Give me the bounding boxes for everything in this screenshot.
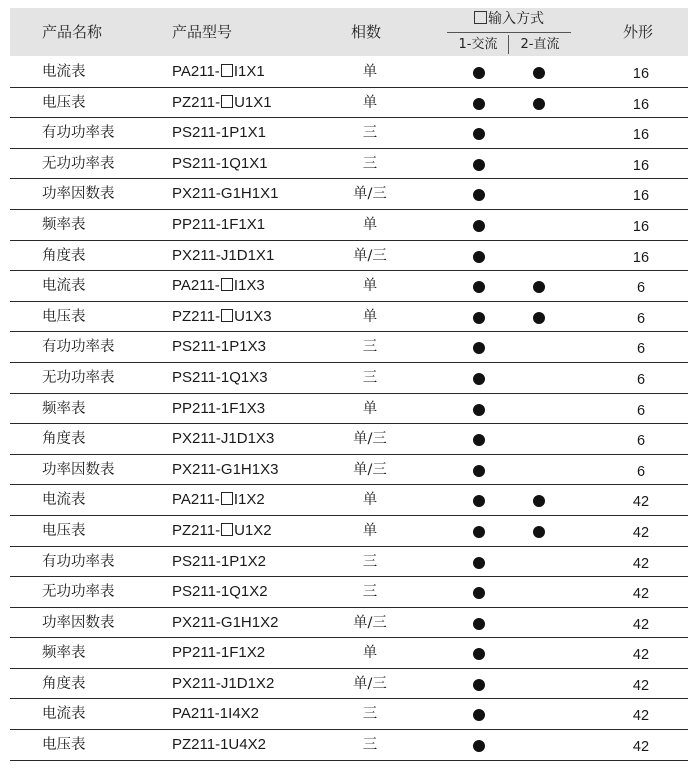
product-name-cell: 功率因数表 — [42, 461, 115, 478]
table-row — [10, 149, 688, 180]
model-prefix: PS211-1Q1X2 — [172, 583, 268, 601]
phase-cell: 单/三 — [353, 675, 387, 692]
phase-cell: 三 — [362, 553, 378, 570]
product-model-cell — [172, 522, 272, 540]
model-prefix: PS211-1P1X1 — [172, 124, 266, 142]
shape-cell: 42 — [632, 616, 650, 633]
filled-dot-icon — [533, 98, 545, 110]
filled-dot-icon — [473, 679, 485, 691]
product-model-cell — [172, 705, 259, 723]
model-prefix: PA211- — [172, 63, 220, 80]
shape-cell: 6 — [636, 371, 646, 388]
phase-cell: 单/三 — [353, 247, 387, 264]
shape-cell: 16 — [632, 96, 650, 113]
filled-dot-icon — [473, 251, 485, 263]
filled-dot-icon — [473, 128, 485, 140]
model-suffix: U1X2 — [234, 521, 272, 539]
header-input-method — [450, 11, 568, 28]
table-row — [10, 547, 688, 578]
table-row — [10, 210, 688, 241]
phase-cell: 三 — [362, 737, 378, 754]
table-row — [10, 118, 688, 149]
model-prefix: PZ211- — [172, 521, 221, 539]
header-product-model: 产品型号 — [172, 23, 233, 41]
table-row — [10, 363, 688, 394]
product-model-cell — [172, 553, 266, 571]
phase-cell: 单 — [362, 400, 378, 417]
product-name-cell: 频率表 — [42, 645, 86, 662]
product-name-cell: 有功功率表 — [42, 339, 115, 356]
phase-cell: 单 — [362, 522, 378, 539]
shape-cell: 42 — [632, 647, 650, 664]
product-model-cell — [172, 277, 265, 295]
shape-cell: 6 — [636, 433, 646, 450]
header-phase: 相数 — [351, 23, 382, 41]
model-prefix: PP211-1F1X3 — [172, 399, 266, 417]
model-prefix: PS211-1P1X3 — [172, 338, 266, 356]
table-header — [10, 8, 688, 56]
product-name-cell: 功率因数表 — [42, 186, 115, 203]
model-prefix: PZ211- — [172, 307, 221, 325]
product-name-cell: 无功功率表 — [42, 369, 115, 386]
shape-cell: 16 — [632, 157, 650, 174]
product-name-cell: 电流表 — [42, 706, 86, 723]
filled-dot-icon — [473, 618, 485, 630]
square-box-icon — [221, 523, 233, 536]
model-prefix: PS211-1P1X2 — [172, 552, 266, 570]
square-box-icon — [221, 492, 233, 505]
filled-dot-icon — [473, 281, 485, 293]
product-model-cell — [172, 369, 268, 387]
phase-cell: 三 — [362, 706, 378, 723]
phase-cell: 单 — [362, 64, 378, 80]
product-model-cell — [172, 583, 268, 601]
shape-cell: 42 — [632, 494, 650, 511]
square-box-icon — [221, 309, 233, 322]
product-name-cell: 无功功率表 — [42, 155, 115, 172]
shape-cell: 6 — [636, 463, 646, 480]
model-prefix: PP211-1F1X1 — [172, 215, 266, 233]
product-name-cell: 有功功率表 — [42, 553, 115, 570]
model-prefix: PX211-J1D1X3 — [172, 430, 275, 448]
filled-dot-icon — [473, 526, 485, 538]
header-shape: 外形 — [623, 23, 654, 41]
header-input-1: 1-交流 — [458, 37, 498, 52]
table-row — [10, 577, 688, 608]
phase-cell: 单 — [362, 216, 378, 233]
product-model-cell — [172, 491, 265, 509]
phase-cell: 三 — [362, 584, 378, 601]
shape-cell: 6 — [636, 402, 646, 419]
model-suffix: U1X1 — [234, 93, 272, 111]
model-suffix: I1X3 — [233, 277, 265, 295]
product-model-cell — [172, 308, 272, 326]
model-prefix: PS211-1Q1X1 — [172, 154, 268, 172]
table-row — [10, 608, 688, 639]
filled-dot-icon — [533, 281, 545, 293]
phase-cell: 单 — [362, 492, 378, 509]
product-model-cell — [172, 400, 265, 418]
table-row — [10, 271, 688, 302]
product-name-cell: 频率表 — [42, 400, 86, 417]
model-prefix: PX211-G1H1X3 — [172, 460, 279, 478]
product-model-cell — [172, 216, 265, 234]
model-prefix: PP211-1F1X2 — [172, 644, 266, 662]
phase-cell: 单/三 — [353, 614, 387, 631]
product-name-cell: 功率因数表 — [42, 614, 115, 631]
model-suffix: U1X3 — [234, 307, 272, 325]
product-name-cell: 电压表 — [42, 737, 86, 754]
table-row — [10, 179, 688, 210]
header-divider-line — [447, 32, 571, 33]
table-row — [10, 669, 688, 700]
table-row — [10, 57, 688, 88]
shape-cell: 42 — [632, 524, 650, 541]
product-model-cell — [172, 338, 266, 356]
filled-dot-icon — [473, 465, 485, 477]
model-prefix: PS211-1Q1X3 — [172, 368, 268, 386]
product-name-cell: 无功功率表 — [42, 584, 115, 601]
phase-cell: 单 — [362, 645, 378, 662]
model-suffix: I1X2 — [233, 491, 265, 509]
table-row — [10, 516, 688, 547]
product-name-cell: 电压表 — [42, 94, 86, 111]
shape-cell: 42 — [632, 555, 650, 572]
model-prefix: PX211-G1H1X2 — [172, 613, 279, 631]
table-row — [10, 455, 688, 486]
filled-dot-icon — [473, 709, 485, 721]
table-row — [10, 638, 688, 669]
product-model-cell — [172, 675, 274, 693]
filled-dot-icon — [533, 526, 545, 538]
product-name-cell: 电流表 — [42, 492, 86, 509]
filled-dot-icon — [533, 495, 545, 507]
table-row — [10, 424, 688, 455]
filled-dot-icon — [473, 312, 485, 324]
model-prefix: PA211- — [172, 491, 220, 509]
product-name-cell: 角度表 — [42, 431, 86, 448]
table-row — [10, 485, 688, 516]
phase-cell: 三 — [362, 125, 378, 142]
filled-dot-icon — [473, 434, 485, 446]
model-prefix: PA211-1I4X2 — [172, 705, 260, 723]
product-model-cell — [172, 430, 274, 448]
product-model-cell — [172, 155, 268, 173]
shape-cell: 42 — [632, 708, 650, 725]
shape-cell: 16 — [632, 188, 650, 205]
filled-dot-icon — [473, 495, 485, 507]
product-name-cell: 电流表 — [42, 64, 86, 80]
product-name-cell: 电流表 — [42, 278, 86, 295]
shape-cell: 16 — [632, 218, 650, 235]
shape-cell: 6 — [636, 310, 646, 327]
shape-cell: 42 — [632, 739, 650, 756]
square-box-icon — [221, 64, 233, 77]
table-body — [10, 57, 688, 761]
square-box-icon — [221, 95, 233, 108]
model-prefix: PZ211- — [172, 93, 221, 111]
phase-cell: 三 — [362, 369, 378, 386]
filled-dot-icon — [473, 740, 485, 752]
filled-dot-icon — [473, 342, 485, 354]
header-input-2: 2-直流 — [520, 37, 560, 52]
shape-cell: 6 — [636, 280, 646, 297]
product-name-cell: 角度表 — [42, 675, 86, 692]
header-product-name: 产品名称 — [42, 23, 103, 41]
square-box-icon — [221, 278, 233, 291]
table-row — [10, 241, 688, 272]
product-model-cell — [172, 461, 278, 479]
shape-cell: 42 — [632, 677, 650, 694]
filled-dot-icon — [473, 98, 485, 110]
phase-cell: 单 — [362, 278, 378, 295]
product-name-cell: 频率表 — [42, 216, 86, 233]
product-model-cell — [172, 124, 266, 142]
product-model-cell — [172, 736, 266, 754]
filled-dot-icon — [533, 67, 545, 79]
table-row — [10, 302, 688, 333]
model-prefix: PX211-J1D1X1 — [172, 246, 275, 264]
model-suffix: I1X1 — [233, 63, 265, 80]
filled-dot-icon — [473, 587, 485, 599]
product-model-cell — [172, 63, 265, 81]
header-subcolumn-divider — [508, 35, 509, 54]
product-model-cell — [172, 247, 274, 265]
square-box-icon — [474, 11, 487, 24]
table-row — [10, 394, 688, 425]
table-row — [10, 699, 688, 730]
product-name-cell: 电压表 — [42, 308, 86, 325]
shape-cell: 16 — [632, 127, 650, 144]
table-row — [10, 730, 688, 761]
shape-cell: 42 — [632, 586, 650, 603]
filled-dot-icon — [473, 159, 485, 171]
shape-cell: 16 — [632, 66, 650, 82]
product-model-cell — [172, 94, 272, 112]
table-row — [10, 88, 688, 119]
filled-dot-icon — [533, 312, 545, 324]
shape-cell: 16 — [632, 249, 650, 266]
filled-dot-icon — [473, 404, 485, 416]
filled-dot-icon — [473, 557, 485, 569]
filled-dot-icon — [473, 189, 485, 201]
phase-cell: 三 — [362, 155, 378, 172]
model-prefix: PX211-G1H1X1 — [172, 185, 279, 203]
product-name-cell: 角度表 — [42, 247, 86, 264]
product-model-cell — [172, 185, 278, 203]
filled-dot-icon — [473, 648, 485, 660]
filled-dot-icon — [473, 373, 485, 385]
product-model-cell — [172, 644, 265, 662]
filled-dot-icon — [473, 67, 485, 79]
table-row — [10, 332, 688, 363]
header-input-method-label: 输入方式 — [488, 11, 544, 27]
model-prefix: PZ211-1U4X2 — [172, 736, 266, 754]
phase-cell: 三 — [362, 339, 378, 356]
phase-cell: 单 — [362, 94, 378, 111]
product-name-cell: 电压表 — [42, 522, 86, 539]
phase-cell: 单/三 — [353, 431, 387, 448]
filled-dot-icon — [473, 220, 485, 232]
phase-cell: 单 — [362, 308, 378, 325]
model-prefix: PA211- — [172, 277, 220, 295]
product-name-cell: 有功功率表 — [42, 125, 115, 142]
phase-cell: 单/三 — [353, 186, 387, 203]
shape-cell: 6 — [636, 341, 646, 358]
product-model-cell — [172, 614, 278, 632]
model-prefix: PX211-J1D1X2 — [172, 674, 275, 692]
phase-cell: 单/三 — [353, 461, 387, 478]
